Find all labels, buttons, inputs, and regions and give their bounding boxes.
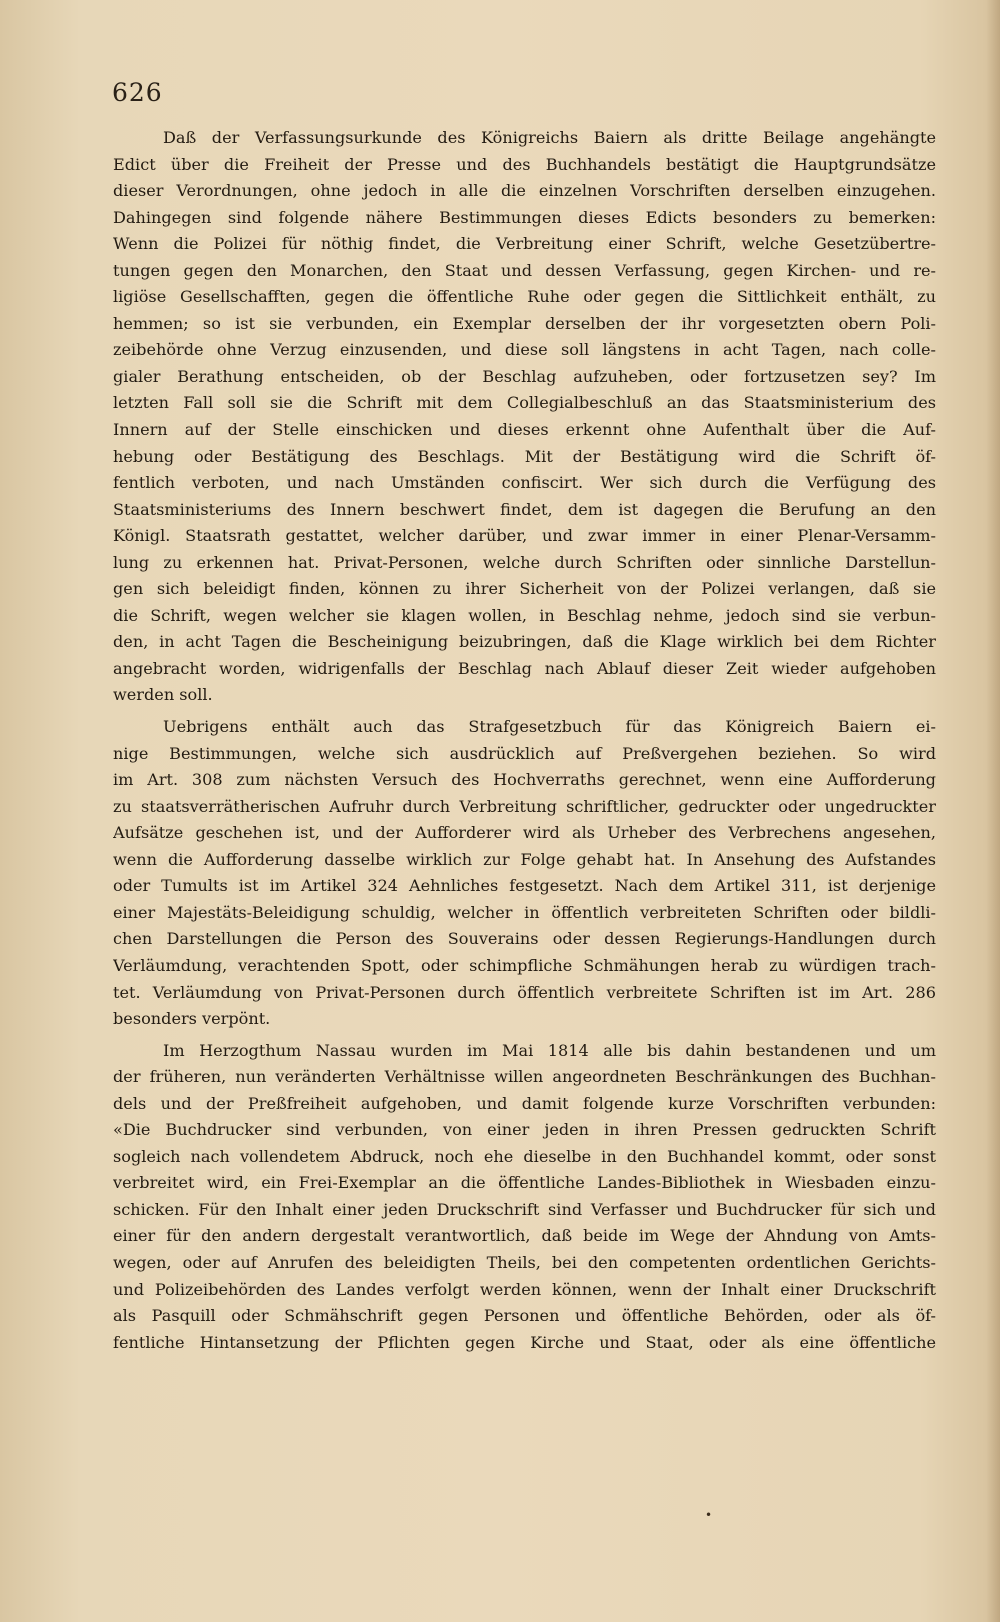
text-line: der früheren, nun veränderten Verhältnisse willen angeordneten Beschränkungen des Buchhan- [113, 1067, 936, 1087]
text-line: einer Majestäts-Beleidigung schuldig, welcher in öffentlich verbreiteten Schriften oder bildli- [113, 902, 936, 922]
text-line: dels und der Preßfreiheit aufgehoben, und damit folgende kurze Vorschriften verbunden: [113, 1093, 936, 1113]
text-line: im Art. 308 zum nächsten Versuch des Hochverraths gerechnet, wenn eine Aufforderung [113, 770, 936, 790]
text-line: Wenn die Polizei für nöthig findet, die Verbreitung einer Schrift, welche Gesetzübertre- [113, 234, 936, 254]
text-line: schicken. Für den Inhalt einer jeden Druckschrift sind Verfasser und Buchdrucker für sich und [113, 1199, 936, 1219]
text-line: besonders verpönt. [113, 1009, 271, 1029]
text-line: gen sich beleidigt finden, können zu ihrer Sicherheit von der Polizei verlangen, daß sie [113, 579, 936, 599]
text-line: Innern auf der Stelle einschicken und dieses erkennt ohne Aufenthalt über die Auf- [113, 420, 936, 440]
text-line: Verläumdung, verachtenden Spott, oder schimpfliche Schmähungen herab zu würdigen trach- [113, 955, 936, 975]
text-line: einer für den andern dergestalt verantwortlich, daß beide im Wege der Ahndung von Amts- [113, 1226, 936, 1246]
text-line: hemmen; so ist sie verbunden, ein Exemplar derselben der ihr vorgesetzten obern Poli- [113, 313, 936, 333]
text-line: Edict über die Freiheit der Presse und des Buchhandels bestätigt die Hauptgrundsätze [113, 154, 936, 174]
text-line: Daß der Verfassungsurkunde des Königreichs Baiern als dritte Beilage angehängte [163, 128, 936, 147]
text-line: tungen gegen den Monarchen, den Staat und dessen Verfassung, gegen Kirchen- und re- [113, 260, 936, 280]
paragraph-nassau [113, 1038, 936, 1357]
text-line: lung zu erkennen hat. Privat-Personen, welche durch Schriften oder sinnliche Darstellun- [113, 552, 936, 572]
text-line: dieser Verordnungen, ohne jedoch in alle die einzelnen Vorschriften derselben einzugehen. [113, 181, 936, 201]
text-line: oder Tumults ist im Artikel 324 Aehnliches festgesetzt. Nach dem Artikel 311, ist derjenige [113, 876, 936, 896]
text-line: letzten Fall soll sie die Schrift mit dem Collegialbeschluß an das Staatsministerium des [113, 393, 936, 413]
text-line: zeibehörde ohne Verzug einzusenden, und diese soll längstens in acht Tagen, nach colle- [113, 340, 936, 360]
text-line: werden soll. [113, 685, 213, 705]
text-line: und Polizeibehörden des Landes verfolgt werden können, wenn der Inhalt einer Druckschrift [113, 1279, 936, 1299]
text-line: hebung oder Bestätigung des Beschlags. Mit der Bestätigung wird die Schrift öf- [113, 446, 936, 466]
text-line: Königl. Staatsrath gestattet, welcher darüber, und zwar immer in einer Plenar-Versamm- [113, 526, 936, 546]
text-line: fentlich verboten, und nach Umständen confiscirt. Wer sich durch die Verfügung des [113, 473, 936, 493]
text-line: nige Bestimmungen, welche sich ausdrücklich auf Preßvergehen beziehen. So wird [113, 743, 936, 763]
text-line: als Pasquill oder Schmähschrift gegen Personen und öffentliche Behörden, oder als öf- [113, 1306, 936, 1326]
text-line: «Die Buchdrucker sind verbunden, von einer jeden in ihren Pressen gedruckten Schrift [113, 1120, 936, 1140]
paragraph-bavarian-edict [113, 125, 936, 709]
page-edge-shadow [986, 0, 1000, 1622]
text-line: sogleich nach vollendetem Abdruck, noch ehe dieselbe in den Buchhandel kommt, oder sonst [113, 1146, 936, 1166]
bottom-dot-mark: • [705, 1508, 713, 1522]
text-line: den, in acht Tagen die Bescheinigung beizubringen, daß die Klage wirklich bei dem Richter [113, 632, 936, 652]
body-text [113, 125, 936, 1356]
page-number: 626 [112, 78, 163, 107]
text-line: Aufsätze geschehen ist, und der Aufforderer wird als Urheber des Verbrechens angesehen, [113, 823, 936, 843]
text-line: wenn die Aufforderung dasselbe wirklich zur Folge gehabt hat. In Ansehung des Aufstandes [113, 849, 936, 869]
text-line: Dahingegen sind folgende nähere Bestimmungen dieses Edicts besonders zu bemerken: [113, 207, 936, 227]
text-line: tet. Verläumdung von Privat-Personen durch öffentlich verbreitete Schriften ist im Art. 286 [113, 982, 936, 1002]
text-line: ligiöse Gesellschafften, gegen die öffentliche Ruhe oder gegen die Sittlichkeit enthält, zu [113, 287, 936, 307]
text-line: die Schrift, wegen welcher sie klagen wollen, in Beschlag nehme, jedoch sind sie verbun- [113, 605, 936, 625]
text-line: chen Darstellungen die Person des Souverains oder dessen Regierungs-Handlungen durch [113, 929, 936, 949]
text-line: verbreitet wird, ein Frei-Exemplar an die öffentliche Landes-Bibliothek in Wiesbaden einzu- [113, 1173, 936, 1193]
text-line: Uebrigens enthält auch das Strafgesetzbuch für das Königreich Baiern ei- [163, 717, 936, 737]
text-line: gialer Berathung entscheiden, ob der Beschlag aufzuheben, oder fortzusetzen sey? Im [113, 366, 936, 386]
text-line: zu staatsverrätherischen Aufruhr durch Verbreitung schriftlicher, gedruckter oder ungedruckter [113, 796, 936, 816]
text-line: wegen, oder auf Anrufen des beleidigten Theils, bei den competenten ordentlichen Gerichts- [113, 1252, 936, 1272]
text-line: Im Herzogthum Nassau wurden im Mai 1814 alle bis dahin bestandenen und um [163, 1040, 936, 1060]
text-line: Staatsministeriums des Innern beschwert findet, dem ist dagegen die Berufung an den [113, 499, 936, 519]
text-line: fentliche Hintansetzung der Pflichten gegen Kirche und Staat, oder als eine öffentliche [113, 1332, 936, 1352]
paragraph-criminal-code [113, 714, 936, 1033]
text-line: angebracht worden, widrigenfalls der Beschlag nach Ablauf dieser Zeit wieder aufgehoben [113, 658, 936, 678]
